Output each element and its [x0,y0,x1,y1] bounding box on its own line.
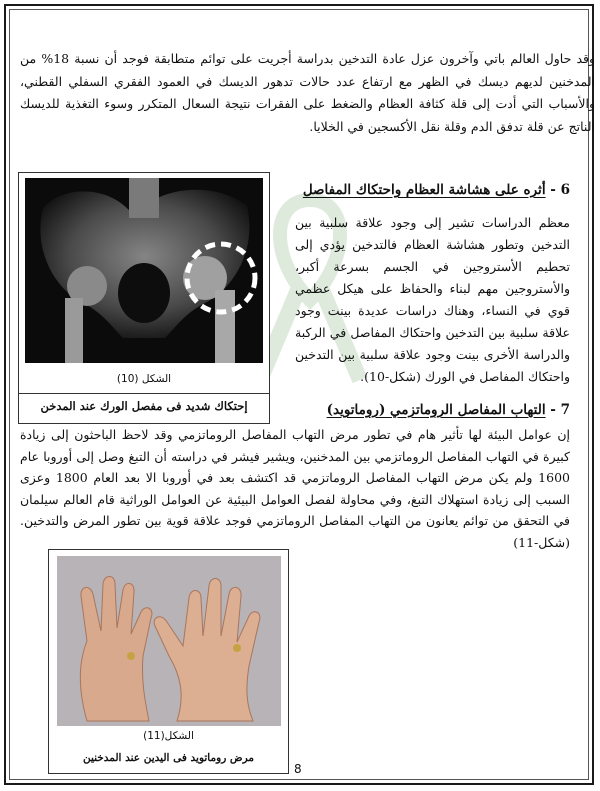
section-6-body: معظم الدراسات تشير إلى وجود علاقة سلبية بين التدخين وتطور هشاشة العظام فالتدخين يؤدي إلى تحطيم الأستروجين في الجسم بسرعة أكبر، والأستروجين مهم لبناء والحفاظ على هيكل عظمي قوي في النساء، وهناك دراسات عديدة بينت وجود علاقة سلبية بين التدخين واحتكاك المفاصل في الركبة والدراسة الأخرى بينت وجود علاقة سلبية بين التدخين واحتكاك المفاصل في الورك (شكل-10). [295,215,570,384]
intro-paragraph: وقد حاول العالم باتي وآخرون عزل عادة التدخين بدراسة أجريت على توائم متطابقة فوجد أن نسبة 18% من المدخنين لديهم ديسك في الظهر مع ارتفاع عدد حالات تدهور الديسك في العمود الفقري السفلي القطني، والأسباب التي أدت إلى قلة كثافة العظام والضغط على الفقرات نتيجة السعال المتكرر وسوء التغذية للديسك الناتج عن قلة تدفق الدم وقلة نقل الأكسجين في الخلايا. [20,51,596,134]
section-7-title: التهاب المفاصل الروماتزمي (روماتويد) [326,402,546,418]
figure-10-number: الشكل (10) [116,373,172,385]
section-7-heading [327,402,570,418]
page-number: 8 [294,762,302,776]
figure-11-number: الشكل(11) [143,730,194,742]
section-6-title: أثره على هشاشة العظام واحتكاك المفاصل [302,182,546,198]
figure-10-divider [19,393,269,394]
figure-10 [18,172,270,424]
pelvis-xray-image [25,178,263,363]
section-6-heading [303,182,570,198]
section-7-number: 7 - [550,402,570,418]
figure-10-title: إحتكاك شديد فى مفصل الورك عند المدخن [40,399,248,413]
figure-11 [48,549,289,774]
section-6-number: 6 - [550,182,570,198]
figure-11-title: مرض روماتويد فى اليدين عند المدخنين [82,752,255,764]
rheumatoid-hands-photo [57,556,281,726]
section-7-body: إن عوامل البيئة لها تأثير هام في تطور مرض التهاب المفاصل الروماتزمي وقد لاحظ الباحثون إلى زيادة كبيرة في التهاب المفاصل الروماتزمي بين المدخنين، ويشير فيشر في دراسته أن التبغ وصل إلى أوروبا عام 1600 ولم يكن مرض التهاب المفاصل الروماتزمي قد اكتشف بعد في أوروبا الا بعد العام 1800 وعزى السبب إلى زيادة استهلاك التبغ، وفي محاولة لفصل العوامل البيئية عن العوامل الوراثية قام العالم سيلمان في التحقق من توائم يعانون من التهاب المفاصل الروماتزمي فوجد علاقة قوية بين تطور المرض والتدخين. (شكل-11) [20,427,570,550]
